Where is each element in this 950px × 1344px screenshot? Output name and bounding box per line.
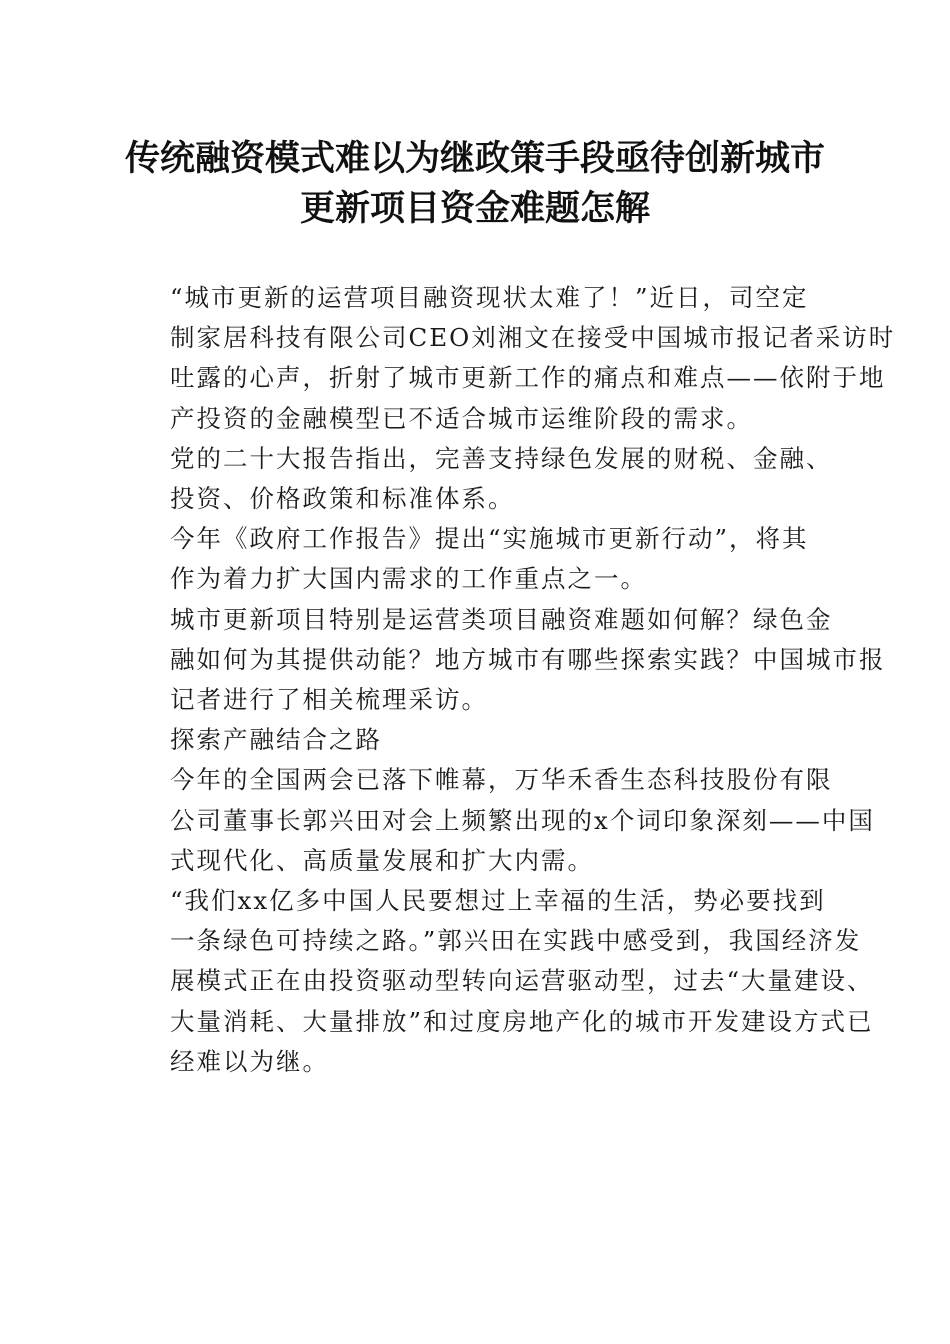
paragraph-1 (121, 278, 896, 439)
paragraph-3 (121, 519, 824, 599)
text-line: 经难以为继。 (170, 1046, 329, 1076)
paragraph-5 (121, 760, 875, 881)
text-line: 制家居科技有限公司CEO刘湘文在接受中国城市报记者采访时 (170, 323, 896, 353)
text-line: 城市更新项目特别是运营类项目融资难题如何解？绿色金 (170, 604, 833, 634)
article-body (121, 278, 896, 1082)
title-line: 更新项目资金难题怎解 (299, 188, 650, 229)
text-line: “我们xx亿多中国人民要想过上幸福的生活，势必要找到 (170, 886, 826, 916)
text-line: 记者进行了相关梳理采访。 (170, 685, 488, 715)
text-line: 今年的全国两会已落下帷幕，万华禾香生态科技股份有限 (170, 765, 833, 795)
text-line: 产投资的金融模型已不适合城市运维阶段的需求。 (170, 403, 753, 433)
text-line: 吐露的心声，折射了城市更新工作的痛点和难点——依附于地 (170, 363, 886, 393)
text-line: 投资、价格政策和标准体系。 (170, 484, 515, 514)
text-line: 作为着力扩大国内需求的工作重点之一。 (170, 564, 647, 594)
text-line: “城市更新的运营项目融资现状太难了！”近日，司空定 (170, 283, 809, 312)
section-heading (121, 720, 824, 760)
paragraph-6 (121, 881, 874, 1082)
text-line: 今年《政府工作报告》提出“实施城市更新行动”，将其 (170, 524, 809, 554)
title-line: 传统融资模式难以为继政策手段亟待创新城市 (124, 138, 825, 179)
text-line: 探索产融结合之路 (170, 725, 382, 755)
text-line: 式现代化、高质量发展和扩大内需。 (170, 845, 594, 875)
paragraph-4 (121, 600, 886, 721)
text-line: 展模式正在由投资驱动型转向运营驱动型，过去“大量建设、 (170, 966, 874, 996)
text-line: 一条绿色可持续之路。”郭兴田在实践中感受到，我国经济发 (170, 926, 862, 956)
paragraph-2 (121, 439, 833, 519)
text-line: 公司董事长郭兴田对会上频繁出现的x个词印象深刻——中国 (170, 805, 875, 835)
text-line: 大量消耗、大量排放”和过度房地产化的城市开发建设方式已 (170, 1006, 874, 1036)
text-line: 融如何为其提供动能？地方城市有哪些探索实践？中国城市报 (170, 644, 886, 674)
text-line: 党的二十大报告指出，完善支持绿色发展的财税、金融、 (170, 443, 833, 473)
article-title (100, 134, 850, 234)
